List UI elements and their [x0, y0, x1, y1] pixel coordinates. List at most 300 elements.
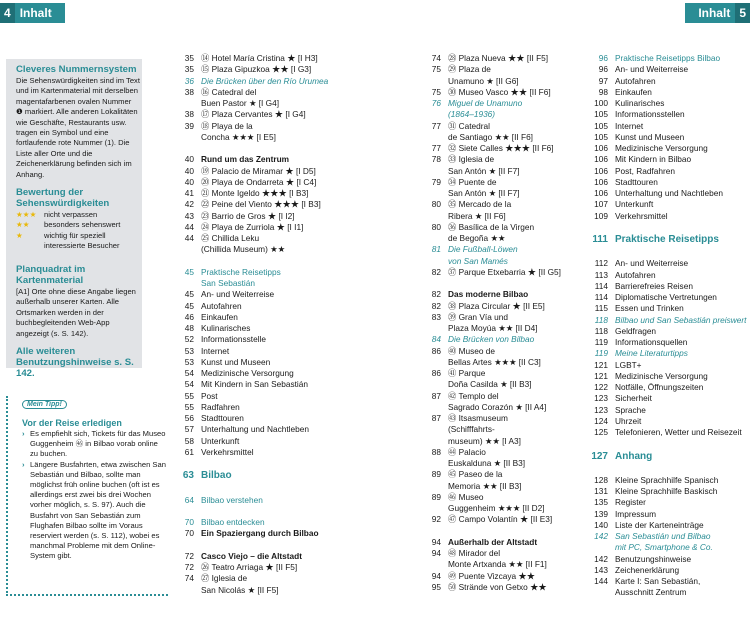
toc-entry[interactable]	[582, 233, 750, 247]
toc-entry[interactable]	[415, 211, 575, 222]
toc-entry-title: ㊴ Gran Vía und	[448, 311, 508, 322]
toc-entry[interactable]	[168, 177, 318, 188]
toc-entry[interactable]	[168, 53, 318, 64]
numbering-section	[16, 64, 140, 180]
toc-entry[interactable]	[168, 540, 318, 551]
usage-text: Alle weiteren Benutzungshinweise s. S. 142.	[16, 346, 134, 379]
toc-entry[interactable]	[582, 154, 750, 165]
toc-page-number: 128	[594, 474, 608, 485]
toc-page-number: 109	[594, 210, 608, 221]
toc-page-number: 39	[184, 120, 194, 131]
toc-entry[interactable]	[582, 53, 750, 64]
toc-entry[interactable]	[415, 559, 575, 570]
toc-entry[interactable]	[582, 87, 750, 98]
toc-page-number: 95	[431, 581, 441, 592]
page-number-right: 5	[735, 3, 750, 23]
toc-entry[interactable]	[168, 233, 318, 244]
toc-entry[interactable]	[168, 166, 318, 177]
toc-entry[interactable]	[415, 514, 575, 525]
toc-page-number: 123	[594, 404, 608, 415]
page-header-left	[0, 3, 65, 23]
toc-entry[interactable]	[168, 357, 318, 368]
toc-page-number: 44	[184, 221, 194, 232]
toc-page-number: 114	[594, 280, 608, 291]
toc-page-number: 55	[184, 401, 194, 412]
toc-page-number: 54	[184, 368, 194, 378]
numbering-text: Die Sehenswürdigkeiten sind im Text und im Kartenmaterial mit derselben magentafarbenen ovalen Nummer ❶ markiert. Alle anderen Lokalitäten wie Geschäfte, Restaurants usw. tragen ein Symbol und eine fortlaufende rote Nummer (1). Die Liste aller Orte und die Zeichenerklärung befinden sich im Anhang.	[16, 76, 140, 179]
toc-entry[interactable]	[168, 109, 318, 120]
toc-entry-title: ㊳ Plaza Circular ★ [II E5]	[448, 300, 545, 311]
toc-page-number: 127	[591, 450, 608, 462]
toc-entry-title: Sagrado Corazón ★ [II A4]	[448, 401, 547, 412]
toc-page-number: 82	[431, 266, 441, 277]
toc-entry[interactable]	[582, 109, 750, 120]
rating-item	[16, 210, 140, 220]
toc-entry[interactable]	[582, 497, 750, 508]
toc-entry[interactable]	[415, 481, 575, 492]
toc-entry-title: Bellas Artes ★★★ [II C3]	[448, 356, 541, 367]
toc-page-number: 100	[594, 98, 608, 108]
toc-entry[interactable]	[582, 509, 750, 520]
toc-page-number: 88	[431, 446, 441, 457]
toc-entry[interactable]	[168, 436, 318, 447]
toc-entry[interactable]	[168, 517, 318, 528]
toc-page-number: 105	[594, 131, 608, 142]
toc-entry-title: Praktische Reisetipps Bilbao	[615, 53, 721, 63]
toc-entry-title: Bilbao	[201, 470, 232, 482]
toc-entry[interactable]	[168, 424, 318, 435]
toc-entry[interactable]	[168, 301, 318, 312]
toc-entry-title: Unamuno ★ [II G6]	[448, 75, 519, 86]
toc-entry[interactable]	[582, 427, 750, 438]
toc-entry-title: ㉕ Chillida Leku	[201, 233, 260, 243]
toc-entry[interactable]	[415, 76, 575, 87]
toc-entry[interactable]	[168, 323, 318, 334]
numbering-title: Cleveres Nummernsystem	[16, 64, 137, 75]
toc-entry-title: museum) ★★ [I A3]	[448, 435, 521, 446]
toc-entry[interactable]	[415, 312, 575, 323]
toc-entry[interactable]	[168, 154, 318, 165]
toc-page-number: 111	[592, 234, 608, 245]
toc-entry[interactable]	[582, 121, 750, 132]
toc-entry-title: Bilbao verstehen	[201, 494, 263, 505]
toc-entry[interactable]	[415, 391, 575, 402]
toc-entry[interactable]	[582, 486, 750, 497]
toc-entry[interactable]	[415, 132, 575, 143]
toc-entry[interactable]	[168, 551, 318, 562]
toc-entry[interactable]	[582, 247, 750, 258]
toc-entry[interactable]	[168, 244, 318, 255]
toc-entry-title: Ribera ★ [II F6]	[448, 210, 506, 221]
toc-entry-title: Verkehrsmittel	[201, 446, 254, 457]
toc-entry[interactable]	[168, 64, 318, 75]
toc-page-number: 72	[184, 550, 194, 561]
toc-entry[interactable]	[582, 416, 750, 427]
toc-entry[interactable]	[168, 447, 318, 458]
toc-entry[interactable]	[582, 76, 750, 87]
toc-entry[interactable]	[415, 177, 575, 188]
toc-entry[interactable]	[582, 258, 750, 269]
toc-entry-title: Kunst und Museen	[201, 356, 271, 367]
toc-page-number: 45	[184, 300, 194, 311]
toc-page-number: 46	[184, 311, 194, 322]
toc-entry-title: Verkehrsmittel	[615, 210, 668, 221]
toc-entry-title: ㊺ Paseo de la	[448, 469, 503, 480]
toc-page-number: 45	[184, 266, 194, 277]
toc-entry[interactable]	[415, 537, 575, 548]
toc-entry[interactable]	[415, 233, 575, 244]
toc-page-number: 64	[184, 494, 194, 505]
toc-entry[interactable]	[415, 526, 575, 537]
toc-entry-title: Stadttouren	[615, 176, 658, 187]
toc-entry[interactable]	[582, 464, 750, 475]
toc-entry[interactable]	[582, 132, 750, 143]
toc-entry-title: Informationsstellen	[615, 109, 685, 120]
toc-page-number: 118	[594, 314, 608, 325]
toc-page-number: 38	[184, 86, 194, 97]
toc-entry[interactable]	[168, 132, 318, 143]
toc-entry-title: Impressum	[615, 508, 657, 519]
toc-entry[interactable]	[168, 368, 318, 379]
toc-entry[interactable]	[168, 312, 318, 323]
toc-entry-title: ㉖ Teatro Arriaga ★ [II F5]	[201, 562, 298, 572]
toc-entry[interactable]	[415, 244, 575, 255]
toc-entry[interactable]	[582, 177, 750, 188]
toc-entry-title: Memoria ★★ [II B3]	[448, 480, 522, 491]
toc-entry[interactable]	[168, 379, 318, 390]
toc-page-number: 57	[184, 424, 194, 435]
toc-entry[interactable]	[415, 368, 575, 379]
toc-page-number: 78	[431, 154, 441, 165]
toc-entry[interactable]	[415, 143, 575, 154]
toc-entry[interactable]	[582, 531, 750, 542]
toc-entry[interactable]	[582, 281, 750, 292]
toc-page-number: 123	[594, 393, 608, 404]
toc-page-number: 35	[184, 53, 194, 63]
toc-entry[interactable]	[582, 382, 750, 393]
toc-entry-title: ㉘ Plaza Nueva ★★ [II F5]	[448, 53, 549, 63]
grid-section	[16, 264, 140, 339]
toc-entry[interactable]	[415, 503, 575, 514]
toc-entry-title: Essen und Trinken	[615, 303, 684, 314]
toc-entry[interactable]	[415, 469, 575, 480]
toc-entry[interactable]	[582, 542, 750, 553]
toc-page-number: 105	[594, 120, 608, 131]
toc-entry[interactable]	[168, 562, 318, 573]
toc-page-number: 106	[594, 176, 608, 187]
toc-entry[interactable]	[168, 278, 318, 289]
toc-entry-title: ⑯ Catedral del	[201, 86, 257, 97]
toc-entry-title: Notfälle, Öffnungszeiten	[615, 382, 704, 392]
toc-entry-title: ㊿ Strände von Getxo ★★	[448, 581, 547, 592]
toc-entry[interactable]	[168, 222, 318, 233]
toc-entry[interactable]	[582, 303, 750, 314]
toc-entry[interactable]	[168, 87, 318, 98]
toc-entry[interactable]	[582, 292, 750, 303]
toc-entry-title: Liste der Karteneinträge	[615, 519, 704, 530]
page-header-right	[685, 3, 750, 23]
toc-entry-title: ⑭ Hotel María Cristina ★ [I H3]	[201, 53, 318, 63]
toc-entry-title: An- und Weiterreise	[201, 289, 275, 300]
toc-page-number: 98	[598, 86, 608, 97]
toc-page-number: 72	[184, 562, 194, 572]
toc-entry[interactable]	[168, 289, 318, 300]
toc-entry[interactable]	[415, 424, 575, 435]
toc-page-number: 87	[431, 413, 441, 423]
toc-entry[interactable]	[415, 334, 575, 345]
toc-entry-title: Kulinarisches	[615, 98, 665, 108]
toc-entry-title: San Sebastián und Bilbao	[615, 531, 711, 541]
toc-page-number: 107	[594, 199, 608, 210]
toc-entry[interactable]	[582, 348, 750, 359]
toc-entry[interactable]	[168, 458, 318, 469]
toc-entry[interactable]	[415, 87, 575, 98]
toc-entry-title: ㊻ Museo	[448, 491, 484, 502]
tip-item: › Längere Busfahrten, etwa zwischen San Sebastián und Bilbao, sollte man möglichst früh online buchen (oft ist es allerdings erst zwei bis drei Wochen vorher möglich, s. S. 97). Auch die Busfahrt von San Sebastián zum Flughafen Bilbao sollte im Voraus reserviert werden (s. S. 112), wobei es manchmal Probleme mit dem Online-System gibt.	[22, 460, 166, 562]
toc-entry-title: ㊾ Puente Vizcaya ★★	[448, 570, 536, 581]
toc-entry-title: ㊽ Mirador del	[448, 548, 501, 558]
toc-entry[interactable]	[168, 256, 318, 267]
toc-entry[interactable]	[415, 222, 575, 233]
toc-entry[interactable]	[415, 188, 575, 199]
toc-entry-title: Mit Kindern in San Sebastián	[201, 379, 309, 390]
toc-entry[interactable]	[168, 346, 318, 357]
toc-entry[interactable]	[582, 405, 750, 416]
toc-page-number: 114	[594, 292, 608, 302]
toc-entry-title: ㉜ Siete Calles ★★★ [II F6]	[448, 143, 554, 153]
toc-entry-title: ㉑ Monte Igeldo ★★★ [I B3]	[201, 188, 309, 198]
toc-page-number: 94	[431, 548, 441, 558]
toc-entry[interactable]	[582, 520, 750, 531]
toc-entry[interactable]	[582, 64, 750, 75]
tip-badge: Mein Tipp!	[22, 400, 67, 409]
toc-page-number: 97	[598, 75, 608, 86]
toc-entry-title: Unterhaltung und Nachtleben	[201, 424, 309, 435]
toc-entry[interactable]	[168, 495, 318, 506]
toc-entry[interactable]	[415, 109, 575, 120]
toc-entry-title: de Begoña ★★	[448, 233, 506, 243]
toc-entry-title: ㊶ Parque	[448, 368, 486, 378]
toc-entry[interactable]	[168, 585, 318, 596]
toc-page-number: 118	[594, 325, 608, 336]
toc-page-number: 143	[594, 564, 608, 575]
toc-entry[interactable]	[415, 323, 575, 334]
toc-entry[interactable]	[415, 256, 575, 267]
toc-entry-title: Meine Literaturtipps	[615, 348, 688, 359]
toc-entry[interactable]	[415, 447, 575, 458]
toc-entry-title: Die Fußball-Löwen	[448, 244, 518, 255]
toc-entry[interactable]	[582, 450, 750, 464]
toc-entry-title: Internet	[201, 345, 230, 356]
toc-page-number: 61	[184, 446, 194, 457]
toc-page-number: 70	[184, 528, 194, 539]
toc-entry-title: ㉙ Plaza de	[448, 64, 491, 75]
toc-entry-title: Miguel de Unamuno	[448, 98, 523, 108]
toc-entry-title: San Antón ★ [II F7]	[448, 188, 520, 198]
toc-entry-title: Praktische Reisetipps	[615, 234, 719, 245]
toc-entry[interactable]	[168, 267, 318, 278]
toc-page-number: 121	[594, 359, 608, 370]
toc-entry[interactable]	[582, 393, 750, 404]
toc-page-number: 106	[594, 165, 608, 176]
toc-entry[interactable]	[415, 436, 575, 447]
toc-entry-title: (Chillida Museum) ★★	[201, 244, 286, 255]
toc-entry[interactable]	[168, 413, 318, 424]
toc-entry[interactable]	[168, 121, 318, 132]
toc-entry-title: ㉛ Catedral	[448, 120, 490, 131]
toc-entry[interactable]	[582, 587, 750, 598]
toc-page-number: 74	[431, 53, 441, 63]
toc-entry[interactable]	[415, 278, 575, 289]
toc-entry[interactable]	[582, 98, 750, 109]
toc-page-number: 36	[184, 75, 194, 86]
toc-entry[interactable]	[582, 270, 750, 281]
rating-label: wichtig für speziell interessierte Besucher	[44, 230, 120, 251]
toc-entry-title: ㊸ Itsasmuseum	[448, 413, 508, 423]
toc-page-number: 40	[184, 154, 194, 165]
toc-page-number: 82	[431, 289, 441, 300]
toc-page-number: 122	[594, 382, 608, 392]
toc-entry[interactable]	[415, 548, 575, 559]
toc-entry[interactable]	[168, 199, 321, 210]
toc-entry-title: Kunst und Museen	[615, 131, 685, 142]
tip-title: Vor der Reise erledigen	[22, 418, 122, 428]
toc-entry[interactable]	[582, 188, 750, 199]
toc-page-number: 94	[431, 570, 441, 581]
toc-column-1	[168, 53, 329, 596]
toc-entry[interactable]	[168, 98, 318, 109]
toc-entry[interactable]	[415, 458, 575, 469]
toc-page-number: 84	[431, 334, 441, 345]
toc-entry[interactable]	[582, 199, 750, 210]
toc-entry-title: An- und Weiterreise	[615, 258, 689, 269]
toc-entry[interactable]	[582, 326, 750, 337]
toc-page-number: 75	[431, 86, 441, 97]
toc-entry-title: Ausschnitt Zentrum	[615, 587, 687, 598]
toc-entry[interactable]	[582, 554, 750, 565]
toc-page-number: 63	[182, 470, 194, 482]
toc-entry[interactable]	[415, 413, 575, 424]
toc-entry[interactable]	[582, 475, 750, 486]
toc-entry[interactable]	[168, 75, 329, 87]
toc-entry[interactable]	[415, 289, 575, 300]
toc-page-number: 119	[594, 337, 608, 347]
toc-entry-title: Sicherheit	[615, 393, 652, 404]
toc-entry[interactable]	[582, 576, 750, 587]
header-title-left: Inhalt	[19, 6, 52, 20]
toc-entry[interactable]	[415, 121, 575, 132]
toc-entry[interactable]	[415, 379, 575, 390]
toc-page-number: 96	[598, 64, 608, 75]
toc-page-number: 142	[594, 531, 608, 541]
toc-entry-title: ㊹ Palacio	[448, 446, 486, 457]
toc-entry-title: ⑰ Plaza Cervantes ★ [I G4]	[201, 109, 306, 120]
toc-entry-title: Diplomatische Vertretungen	[615, 292, 717, 302]
toc-entry[interactable]	[168, 402, 318, 413]
toc-entry[interactable]	[168, 483, 318, 494]
toc-page-number: 75	[431, 64, 441, 75]
toc-page-number: 52	[184, 334, 194, 345]
toc-entry[interactable]	[415, 346, 575, 357]
toc-entry[interactable]	[168, 469, 318, 483]
toc-entry[interactable]	[582, 166, 750, 177]
toc-entry[interactable]	[415, 64, 575, 75]
toc-entry[interactable]	[168, 188, 318, 199]
toc-entry[interactable]	[415, 582, 575, 593]
toc-entry[interactable]	[582, 438, 750, 449]
toc-entry-title: Buen Pastor ★ [I G4]	[201, 98, 279, 108]
toc-entry[interactable]	[415, 166, 575, 177]
toc-entry[interactable]	[168, 573, 318, 584]
toc-entry[interactable]	[415, 492, 575, 503]
toc-entry[interactable]	[168, 211, 318, 222]
toc-page-number: 42	[184, 199, 194, 210]
legend-sidebar	[6, 59, 142, 379]
toc-entry[interactable]	[415, 357, 575, 368]
toc-entry[interactable]	[582, 315, 750, 326]
toc-entry[interactable]	[582, 222, 750, 233]
toc-entry[interactable]	[415, 199, 575, 210]
toc-entry-title: Euskalduna ★ [II B3]	[448, 458, 526, 468]
toc-entry[interactable]	[168, 143, 318, 154]
toc-entry-title: Barrierefreies Reisen	[615, 280, 693, 291]
toc-entry-title: Geldfragen	[615, 325, 657, 336]
toc-entry-title: Doña Casilda ★ [II B3]	[448, 379, 532, 390]
toc-entry[interactable]	[415, 301, 575, 312]
usage-section	[16, 346, 140, 380]
toc-entry[interactable]	[582, 371, 750, 382]
toc-entry[interactable]	[168, 528, 318, 539]
toc-entry[interactable]	[415, 53, 575, 64]
toc-entry-title: Telefonieren, Wetter und Reisezeit	[615, 427, 742, 437]
toc-entry[interactable]	[168, 334, 318, 345]
toc-entry-title: Internet	[615, 120, 644, 131]
toc-entry[interactable]	[168, 391, 318, 402]
toc-entry-title: Bilbao entdecken	[201, 517, 265, 527]
toc-entry-title: ⑳ Playa de Ondarreta ★ [I C4]	[201, 176, 317, 187]
toc-entry[interactable]	[415, 267, 575, 278]
page-number-left: 4	[0, 3, 15, 23]
toc-page-number: 94	[431, 536, 441, 547]
toc-entry-title: ㉔ Playa de Zurriola ★ [I I1]	[201, 221, 304, 232]
toc-page-number: 55	[184, 390, 194, 401]
toc-entry[interactable]	[582, 360, 750, 371]
toc-entry[interactable]	[415, 98, 575, 109]
toc-entry-title: San Sebastián	[201, 278, 255, 288]
toc-entry[interactable]	[582, 211, 750, 222]
toc-entry-title: Sprache	[615, 404, 646, 415]
toc-page-number: 77	[431, 143, 441, 153]
toc-entry[interactable]	[415, 571, 575, 582]
toc-entry-title: Kleine Sprachhilfe Spanisch	[615, 474, 719, 485]
toc-page-number: 87	[431, 390, 441, 401]
toc-page-number: 56	[184, 413, 194, 423]
rating-title: Bewertung der Sehenswürdigkeiten	[16, 187, 110, 209]
toc-entry[interactable]	[582, 143, 750, 154]
toc-page-number: 80	[431, 221, 441, 232]
toc-entry[interactable]	[168, 506, 318, 517]
toc-entry[interactable]	[582, 337, 750, 348]
toc-page-number: 142	[594, 553, 608, 564]
toc-page-number: 80	[431, 199, 441, 210]
toc-page-number: 35	[184, 64, 194, 75]
toc-entry[interactable]	[415, 402, 575, 413]
toc-entry[interactable]	[582, 565, 750, 576]
toc-entry-title: Kleine Sprachhilfe Baskisch	[615, 486, 718, 496]
toc-page-number: 124	[594, 415, 608, 426]
toc-entry-title: ㊷ Templo del	[448, 390, 499, 401]
toc-entry[interactable]	[415, 154, 575, 165]
